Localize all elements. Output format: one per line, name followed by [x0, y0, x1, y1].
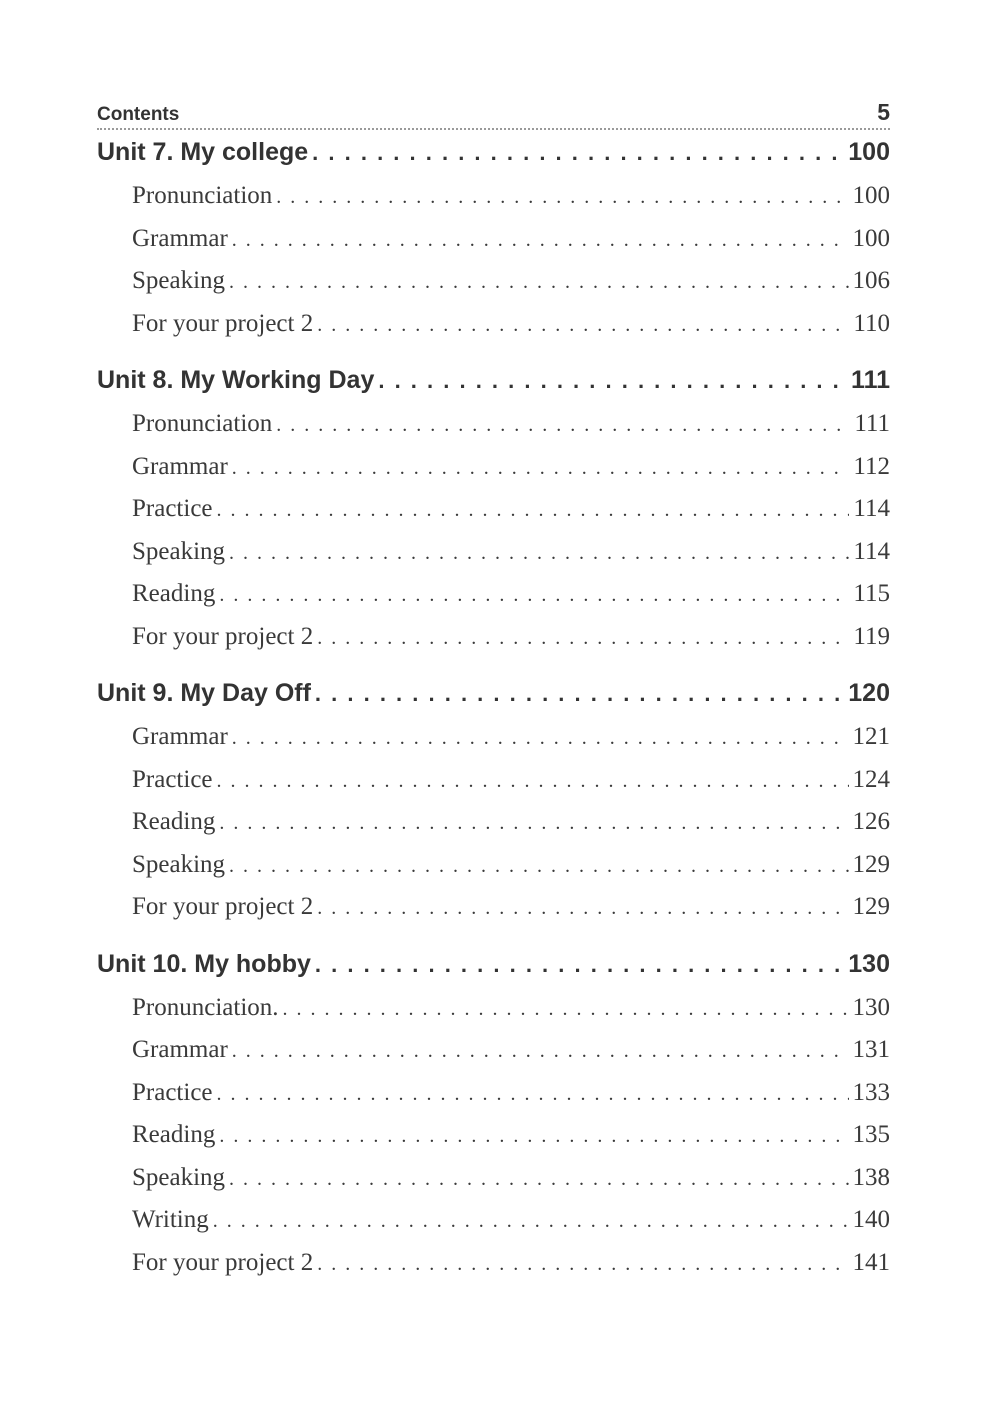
section-entry: [97, 495, 890, 538]
dot-leader: [283, 998, 849, 1021]
section-entry-title: Grammar: [132, 1036, 228, 1063]
unit-entry-title: Unit 7. My college: [97, 138, 309, 166]
section-entry: [97, 994, 890, 1037]
section-entry: [97, 1036, 890, 1079]
unit-entry: [97, 679, 890, 723]
unit-block: [97, 679, 890, 936]
section-entry-page: 114: [853, 537, 890, 565]
section-entry: [97, 182, 890, 225]
dot-leader: [229, 1168, 848, 1191]
unit-entry-title: Unit 8. My Working Day: [97, 366, 375, 394]
dot-leader: [317, 314, 849, 337]
unit-block: [97, 950, 890, 1292]
section-entry-page: 126: [852, 808, 890, 835]
page-number: 5: [877, 99, 890, 125]
dot-leader: [276, 186, 848, 209]
dot-leader: [232, 727, 849, 750]
contents-page: [97, 96, 890, 1305]
unit-block: [97, 366, 890, 665]
section-entry: [97, 453, 890, 496]
section-entry: [97, 580, 890, 623]
section-entry-page: 135: [852, 1121, 890, 1148]
section-entry-page: 119: [853, 622, 890, 650]
section-entry-title: Grammar: [132, 452, 228, 480]
section-entry-title: Practice: [132, 1078, 213, 1106]
section-entry-title: Reading: [132, 580, 216, 607]
dot-leader: [232, 1040, 849, 1063]
dot-leader: [315, 681, 844, 707]
dot-leader: [217, 1083, 849, 1106]
unit-entry-title: Unit 10. My hobby: [97, 949, 311, 978]
section-entry-title: Pronunciation.: [132, 993, 279, 1021]
section-entry-title: Speaking: [132, 267, 226, 294]
section-entry-title: For your project 2: [132, 309, 314, 337]
section-entry: [97, 723, 890, 766]
section-entry-title: For your project 2: [132, 1248, 314, 1276]
section-entry: [97, 410, 890, 453]
section-entry: [97, 808, 890, 851]
section-entry: [97, 1079, 890, 1122]
unit-entry-page: 100: [848, 138, 890, 166]
section-entry-page: 129: [852, 893, 890, 920]
section-entry-title: Speaking: [132, 537, 226, 565]
section-entry: [97, 267, 890, 310]
section-entry-title: Grammar: [132, 224, 228, 252]
section-entry-page: 100: [852, 224, 890, 252]
dot-leader: [276, 414, 850, 437]
section-entry-page: 141: [852, 1248, 890, 1276]
section-entry-page: 106: [852, 267, 890, 294]
dot-leader: [217, 499, 850, 522]
section-entry-page: 131: [852, 1036, 890, 1063]
section-entry-title: Writing: [132, 1206, 209, 1233]
unit-entry-page: 111: [851, 366, 890, 394]
section-entry: [97, 538, 890, 581]
unit-entry-page: 120: [848, 679, 890, 707]
dot-leader: [219, 1125, 848, 1148]
dot-leader: [217, 770, 849, 793]
dot-leader: [378, 368, 847, 394]
unit-entry: [97, 950, 890, 994]
unit-entry-page: 130: [848, 949, 890, 978]
section-entry: [97, 310, 890, 353]
section-entry-title: Reading: [132, 1121, 216, 1148]
dot-leader: [312, 140, 844, 166]
dot-leader: [229, 542, 849, 565]
section-entry-page: 121: [852, 723, 890, 750]
section-entry-page: 115: [853, 580, 890, 607]
section-entry-title: Speaking: [132, 850, 226, 878]
section-entry-page: 110: [853, 309, 890, 337]
running-head: [97, 96, 890, 130]
dot-leader: [229, 271, 848, 294]
section-entry-page: 129: [852, 850, 890, 878]
dot-leader: [317, 627, 849, 650]
section-entry-page: 138: [852, 1163, 890, 1191]
unit-entry: [97, 366, 890, 410]
unit-entry: [97, 138, 890, 182]
dot-leader: [232, 229, 849, 252]
section-entry: [97, 1121, 890, 1164]
dot-leader: [315, 952, 844, 978]
section-entry-page: 112: [853, 452, 890, 480]
section-entry-title: For your project 2: [132, 893, 314, 920]
dot-leader: [219, 584, 849, 607]
section-entry-title: Reading: [132, 808, 216, 835]
section-entry-title: Grammar: [132, 723, 228, 750]
section-entry-title: Speaking: [132, 1163, 226, 1191]
section-entry-title: Practice: [132, 765, 213, 793]
dot-leader: [219, 812, 848, 835]
section-entry: [97, 1249, 890, 1292]
section-entry: [97, 1206, 890, 1249]
section-entry-page: 140: [852, 1206, 890, 1233]
table-of-contents: [97, 138, 890, 1291]
section-entry: [97, 766, 890, 809]
section-entry-title: Pronunciation: [132, 410, 273, 437]
dot-leader: [213, 1210, 849, 1233]
section-entry-page: 114: [853, 495, 890, 522]
section-entry: [97, 225, 890, 268]
section-entry-page: 100: [852, 182, 890, 209]
section-entry: [97, 893, 890, 936]
dot-leader: [317, 1253, 848, 1276]
unit-entry-title: Unit 9. My Day Off: [97, 679, 311, 707]
unit-block: [97, 138, 890, 352]
section-entry-page: 133: [852, 1078, 890, 1106]
section-entry: [97, 623, 890, 666]
section-entry-title: Practice: [132, 495, 213, 522]
section-entry-page: 111: [854, 410, 890, 437]
section-entry: [97, 1164, 890, 1207]
running-head-title: Contents: [97, 104, 180, 125]
section-entry-page: 130: [852, 993, 890, 1021]
section-entry-title: For your project 2: [132, 622, 314, 650]
section-entry: [97, 851, 890, 894]
dot-leader: [229, 855, 848, 878]
dot-leader: [232, 457, 850, 480]
dot-leader: [317, 897, 848, 920]
section-entry-title: Pronunciation: [132, 182, 273, 209]
section-entry-page: 124: [852, 765, 890, 793]
